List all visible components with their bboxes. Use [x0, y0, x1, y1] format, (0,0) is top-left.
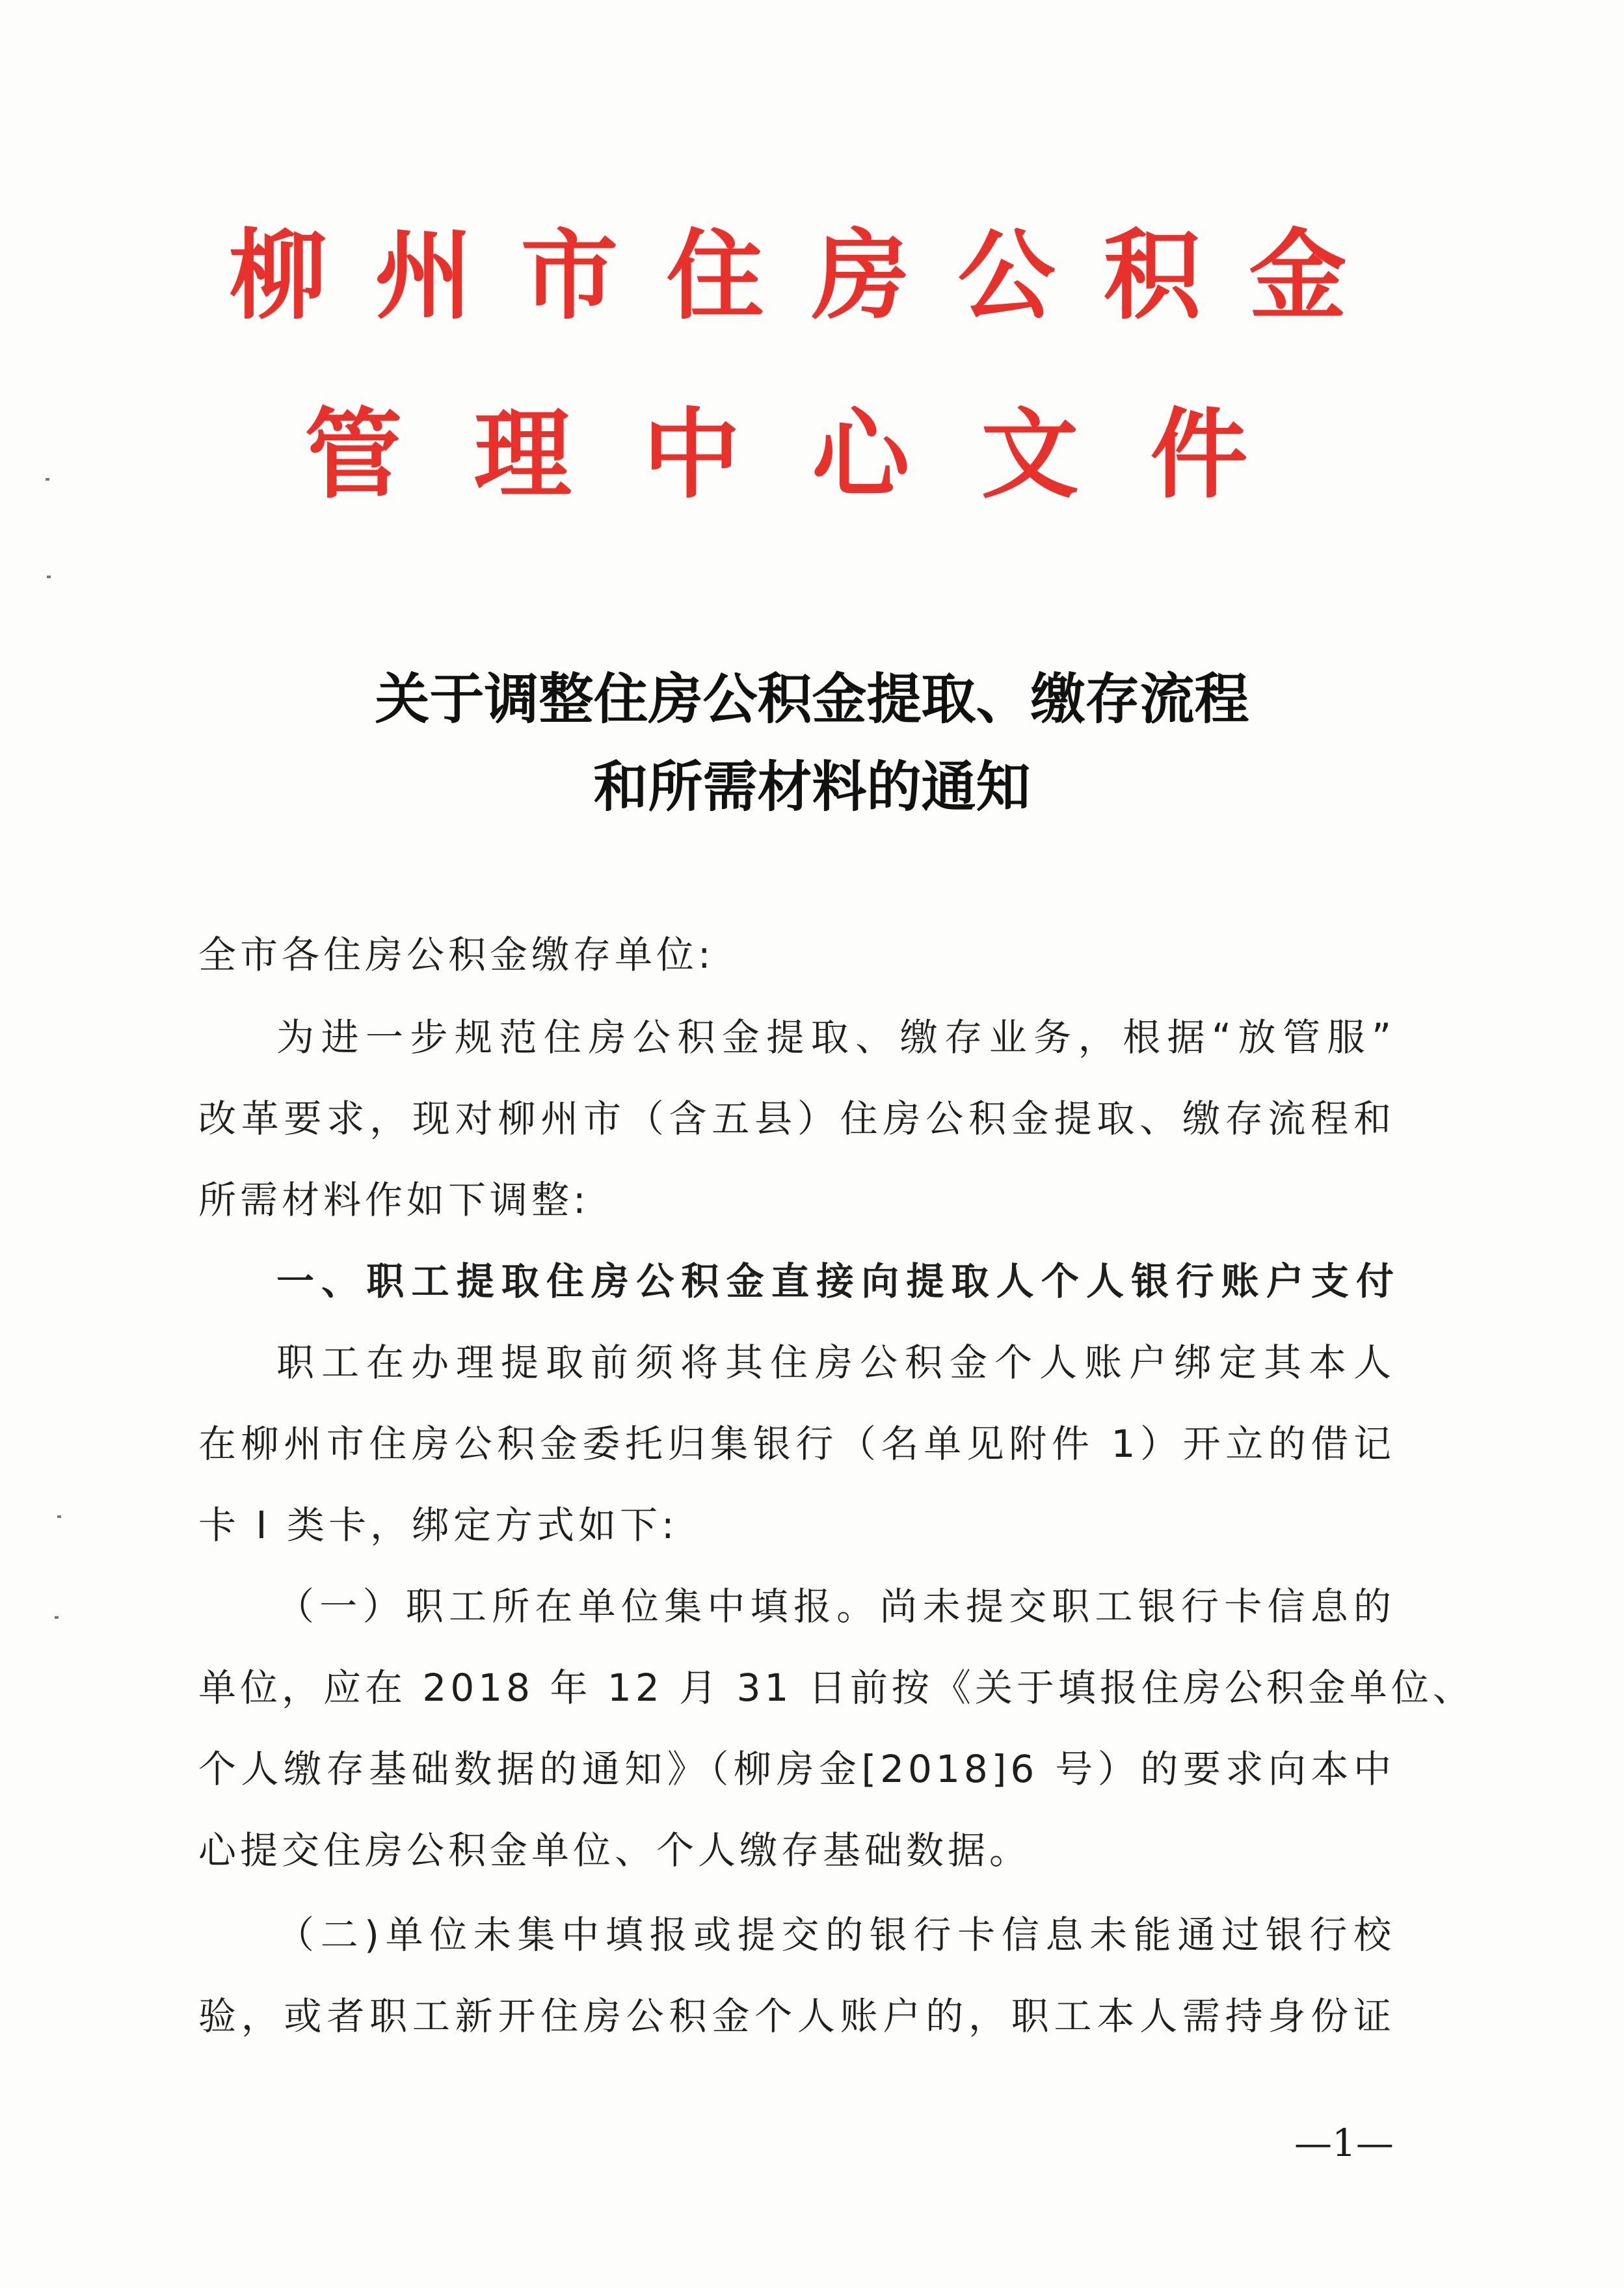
page-number: —1—: [1294, 2121, 1394, 2165]
body-line: 个人缴存基础数据的通知》（柳房金[2018]6 号）的要求向本中: [198, 1747, 1395, 1791]
notice-title-line-2: 和所需材料的通知: [593, 754, 1031, 819]
scan-speck: [55, 1616, 59, 1619]
notice-title-line-1: 关于调整住房公积金提取、缴存流程: [375, 667, 1249, 731]
body-line: 验，或者职工新开住房公积金个人账户的，职工本人需持身份证: [198, 1994, 1395, 2038]
document-header-line-1: 柳州市住房公积金: [229, 220, 1395, 333]
section-heading: 一、职工提取住房公积金直接向提取人个人银行账户支付: [276, 1259, 1395, 1303]
body-line: （二)单位未集中填报或提交的银行卡信息未能通过银行校: [276, 1913, 1395, 1957]
body-line: （一）职工所在单位集中填报。尚未提交职工银行卡信息的: [276, 1584, 1395, 1629]
scan-speck: [47, 576, 51, 578]
scan-speck: [57, 1515, 61, 1518]
salutation: 全市各住房公积金缴存单位:: [198, 933, 715, 977]
body-line: 卡 I 类卡，绑定方式如下:: [198, 1503, 678, 1547]
body-line: 在柳州市住房公积金委托归集银行（名单见附件 1）开立的借记: [198, 1422, 1395, 1466]
body-line: 心提交住房公积金单位、个人缴存基础数据。: [198, 1828, 1032, 1872]
body-line: 职工在办理提取前须将其住房公积金个人账户绑定其本人: [276, 1340, 1395, 1385]
body-line: 单位，应在 2018 年 12 月 31 日前按《关于填报住房公积金单位、: [198, 1666, 1474, 1710]
document-header-line-2: 管理中心文件: [304, 399, 1320, 512]
body-line: 为进一步规范住房公积金提取、缴存业务，根据“放管服”: [276, 1015, 1395, 1059]
body-line: 改革要求，现对柳州市（含五县）住房公积金提取、缴存流程和: [198, 1097, 1395, 1141]
body-line: 所需材料作如下调整:: [198, 1178, 590, 1222]
